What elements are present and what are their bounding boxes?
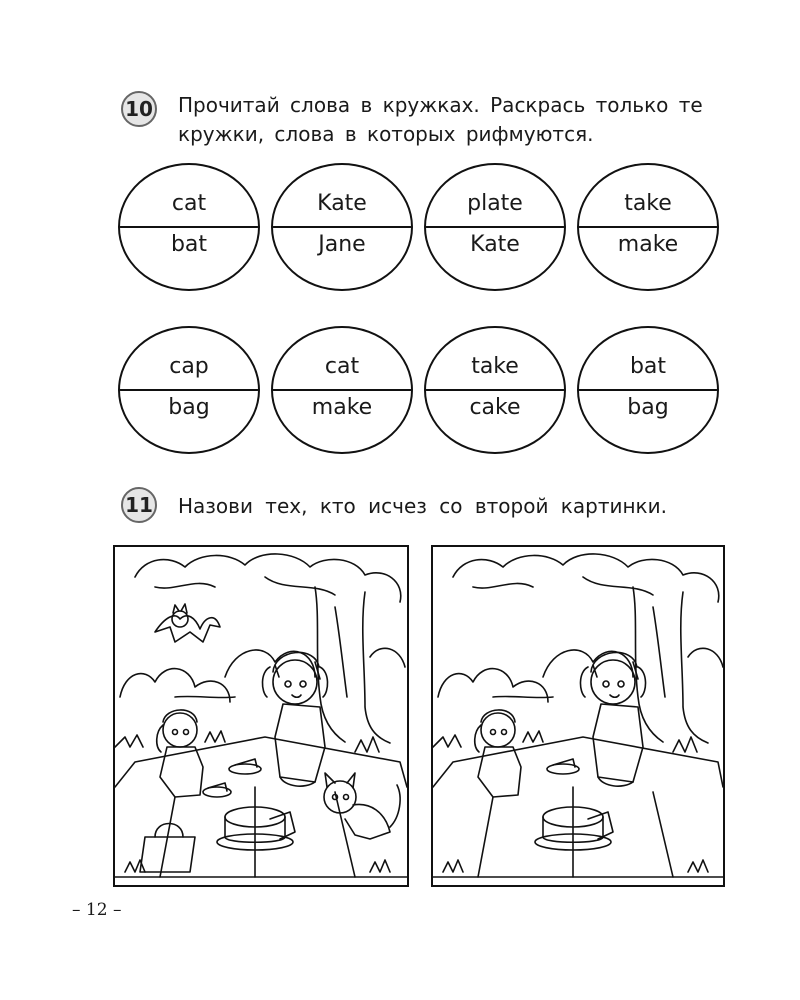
task-11-number: 11: [121, 487, 157, 523]
circle-word-bottom: cake: [469, 395, 521, 420]
circle-word-top: Kate: [317, 191, 367, 216]
word-circle[interactable]: [424, 326, 566, 454]
picnic-picture-1: [113, 545, 409, 887]
circle-divider: [120, 226, 258, 228]
word-circle[interactable]: [271, 326, 413, 454]
circle-word-bottom: bag: [627, 395, 669, 420]
circle-word-top: cat: [324, 354, 360, 379]
picnic-illustration-2: [433, 547, 723, 885]
word-circle[interactable]: [577, 163, 719, 291]
circle-word-top: take: [624, 191, 672, 216]
task-11-instruction-text: Назови тех, кто исчез со второй картинки.: [178, 494, 667, 518]
task-10-instruction-line-2: кружки, слова в которых рифмуются.: [178, 122, 594, 146]
circle-word-top: cat: [171, 191, 207, 216]
circle-divider: [579, 389, 717, 391]
picnic-picture-2: [431, 545, 725, 887]
circle-divider: [120, 389, 258, 391]
circle-word-top: take: [471, 354, 519, 379]
circle-divider: [426, 226, 564, 228]
task-11-instruction: [178, 492, 667, 521]
circle-word-bottom: make: [311, 395, 373, 420]
circle-word-bottom: Jane: [318, 232, 366, 257]
circle-word-bottom: Kate: [470, 232, 520, 257]
picnic-illustration-1: [115, 547, 407, 885]
word-circle[interactable]: [118, 163, 260, 291]
task-10-instruction: [178, 91, 718, 149]
circle-word-top: bat: [629, 354, 667, 379]
task-10-number: 10: [121, 91, 157, 127]
circle-word-bottom: bat: [170, 232, 208, 257]
word-circle[interactable]: [118, 326, 260, 454]
circle-word-top: cap: [169, 354, 209, 379]
circle-divider: [579, 226, 717, 228]
circle-divider: [426, 389, 564, 391]
task-10-instruction-line-1: Прочитай слова в кружках. Раскрась только те: [178, 93, 703, 117]
circle-word-bottom: bag: [168, 395, 210, 420]
circle-divider: [273, 226, 411, 228]
circle-divider: [273, 389, 411, 391]
word-circle[interactable]: [271, 163, 413, 291]
page-number: – 12 –: [72, 900, 122, 920]
circle-word-top: plate: [467, 191, 523, 216]
word-circle[interactable]: [424, 163, 566, 291]
word-circle[interactable]: [577, 326, 719, 454]
circle-word-bottom: make: [617, 232, 679, 257]
